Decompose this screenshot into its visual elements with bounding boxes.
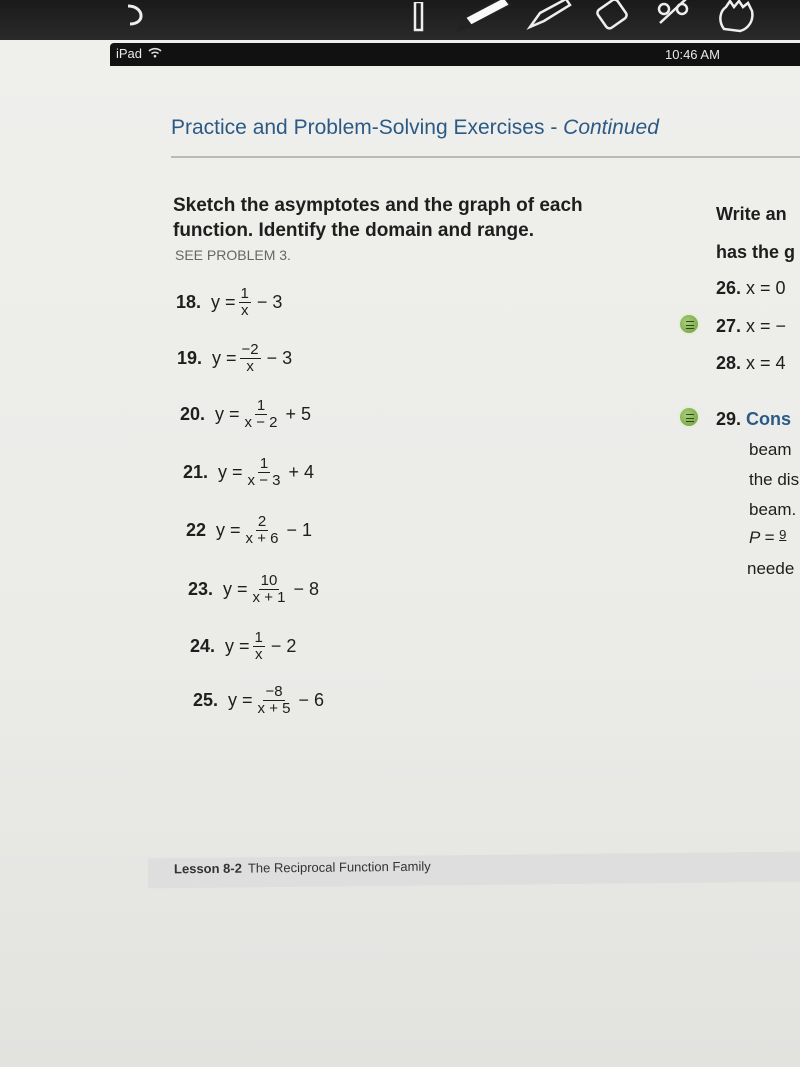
status-bar bbox=[110, 43, 800, 66]
numerator: 1 bbox=[240, 285, 249, 302]
equation-tail: − 2 bbox=[270, 636, 297, 656]
exercise-number: 26. bbox=[716, 278, 742, 298]
equation-lhs: y = bbox=[216, 520, 241, 540]
denominator: x + 6 bbox=[245, 530, 279, 547]
exercise-26 bbox=[716, 278, 786, 299]
hand-icon[interactable] bbox=[712, 0, 762, 34]
equation-lhs: y = bbox=[215, 404, 240, 424]
annotation-toolbar bbox=[0, 0, 800, 45]
numerator: 1 bbox=[254, 629, 263, 646]
exercise-27 bbox=[716, 316, 786, 337]
badge-glyph bbox=[686, 321, 694, 329]
numerator: 1 bbox=[259, 455, 269, 472]
exercise-29-line-2: the dis bbox=[749, 470, 800, 489]
fraction bbox=[240, 342, 261, 375]
denominator: x − 3 bbox=[247, 472, 281, 489]
equation-lhs: y = bbox=[225, 636, 250, 656]
exercise-number: 22 bbox=[186, 520, 207, 540]
exercise-29-line-5: neede bbox=[747, 559, 795, 578]
page-footer bbox=[174, 859, 431, 877]
fraction bbox=[251, 573, 288, 606]
exercise-number: 24. bbox=[190, 636, 216, 656]
denominator: x bbox=[246, 358, 254, 375]
right-instructions-1: Write an bbox=[716, 204, 787, 224]
exercise-number: 28. bbox=[716, 353, 742, 373]
exercise-29-line-3: beam. bbox=[749, 500, 797, 519]
exercise-number: 25. bbox=[193, 690, 219, 710]
instructions-line-1: Sketch the asymptotes and the graph of each bbox=[173, 195, 583, 216]
denominator: x bbox=[254, 646, 263, 663]
equation-tail: − 8 bbox=[293, 579, 320, 599]
fraction bbox=[253, 630, 265, 663]
equation-lhs: y = bbox=[228, 690, 253, 710]
ruler-icon[interactable] bbox=[408, 0, 430, 34]
equation-tail: + 5 bbox=[285, 404, 312, 424]
eraser-icon[interactable] bbox=[588, 0, 638, 34]
equation-tail: − 1 bbox=[286, 520, 313, 540]
exercise-22 bbox=[186, 514, 315, 547]
fraction bbox=[246, 456, 283, 489]
clock: 10:46 AM bbox=[665, 47, 720, 62]
wifi-icon bbox=[148, 46, 162, 61]
numerator: 1 bbox=[256, 397, 266, 414]
exercise-23 bbox=[188, 573, 322, 606]
fraction bbox=[239, 286, 251, 319]
equation-tail: + 4 bbox=[288, 462, 315, 482]
exercise-29-line-1: beam bbox=[749, 440, 792, 459]
formula-numerator: 9 bbox=[779, 527, 787, 542]
exercise-24 bbox=[190, 630, 299, 663]
equation-tail: − 3 bbox=[256, 292, 283, 312]
exercise-text: x = 0 bbox=[746, 278, 786, 298]
title-continued: Continued bbox=[563, 116, 659, 139]
numerator: −8 bbox=[265, 683, 283, 700]
footer-lesson: Lesson 8-2 bbox=[173, 860, 243, 877]
device-label: iPad bbox=[116, 46, 143, 61]
exercise-number: 21. bbox=[183, 462, 209, 482]
denominator: x + 5 bbox=[257, 700, 291, 717]
footer-title: The Reciprocal Function Family bbox=[247, 858, 431, 876]
numerator: 2 bbox=[257, 513, 267, 530]
exercise-29 bbox=[716, 409, 791, 430]
help-badge-icon[interactable] bbox=[678, 406, 700, 428]
exercise-number: 20. bbox=[180, 404, 206, 424]
right-instructions-2: has the g bbox=[716, 242, 796, 262]
title-main: Practice and Problem-Solving Exercises - bbox=[171, 116, 564, 139]
exercise-number: 27. bbox=[716, 316, 742, 336]
equation-lhs: y = bbox=[223, 579, 248, 599]
exercise-18 bbox=[176, 286, 285, 319]
help-badge-icon[interactable] bbox=[678, 313, 700, 335]
fraction bbox=[256, 684, 293, 717]
exercise-number: 19. bbox=[177, 348, 203, 368]
equation-lhs: y = bbox=[212, 348, 237, 368]
numerator: −2 bbox=[241, 341, 259, 358]
exercise-29-line-4 bbox=[749, 527, 786, 548]
scissors-icon[interactable] bbox=[650, 0, 696, 34]
highlighter-icon[interactable] bbox=[522, 0, 572, 34]
denominator: x bbox=[240, 302, 249, 319]
exercise-25 bbox=[193, 684, 327, 717]
see-problem-ref: SEE PROBLEM 3. bbox=[175, 247, 291, 263]
instructions bbox=[173, 193, 643, 243]
equation-lhs: y = bbox=[211, 292, 236, 312]
badge-glyph bbox=[686, 414, 694, 422]
fraction bbox=[244, 514, 281, 547]
undo-icon[interactable] bbox=[112, 0, 156, 34]
denominator: x + 1 bbox=[252, 589, 286, 606]
formula-lhs: P = bbox=[749, 528, 780, 547]
exercise-number: 18. bbox=[176, 292, 202, 312]
equation-tail: − 3 bbox=[266, 348, 293, 368]
page-title bbox=[171, 116, 659, 140]
equation-tail: − 6 bbox=[298, 690, 325, 710]
exercise-text: x = − bbox=[746, 316, 787, 336]
exercise-20 bbox=[180, 398, 314, 431]
header-rule bbox=[171, 156, 800, 158]
denominator: x − 2 bbox=[244, 414, 278, 431]
exercise-19 bbox=[177, 342, 295, 375]
exercise-title: Cons bbox=[746, 409, 792, 429]
numerator: 10 bbox=[260, 572, 278, 589]
exercise-21 bbox=[183, 456, 317, 489]
pencil-icon[interactable] bbox=[452, 0, 512, 34]
exercise-number: 29. bbox=[716, 409, 742, 429]
exercise-number: 23. bbox=[188, 579, 214, 599]
exercise-28 bbox=[716, 353, 786, 374]
exercise-text: x = 4 bbox=[746, 353, 786, 373]
instructions-line-2: function. Identify the domain and range. bbox=[173, 220, 535, 241]
fraction bbox=[243, 398, 280, 431]
equation-lhs: y = bbox=[218, 462, 243, 482]
